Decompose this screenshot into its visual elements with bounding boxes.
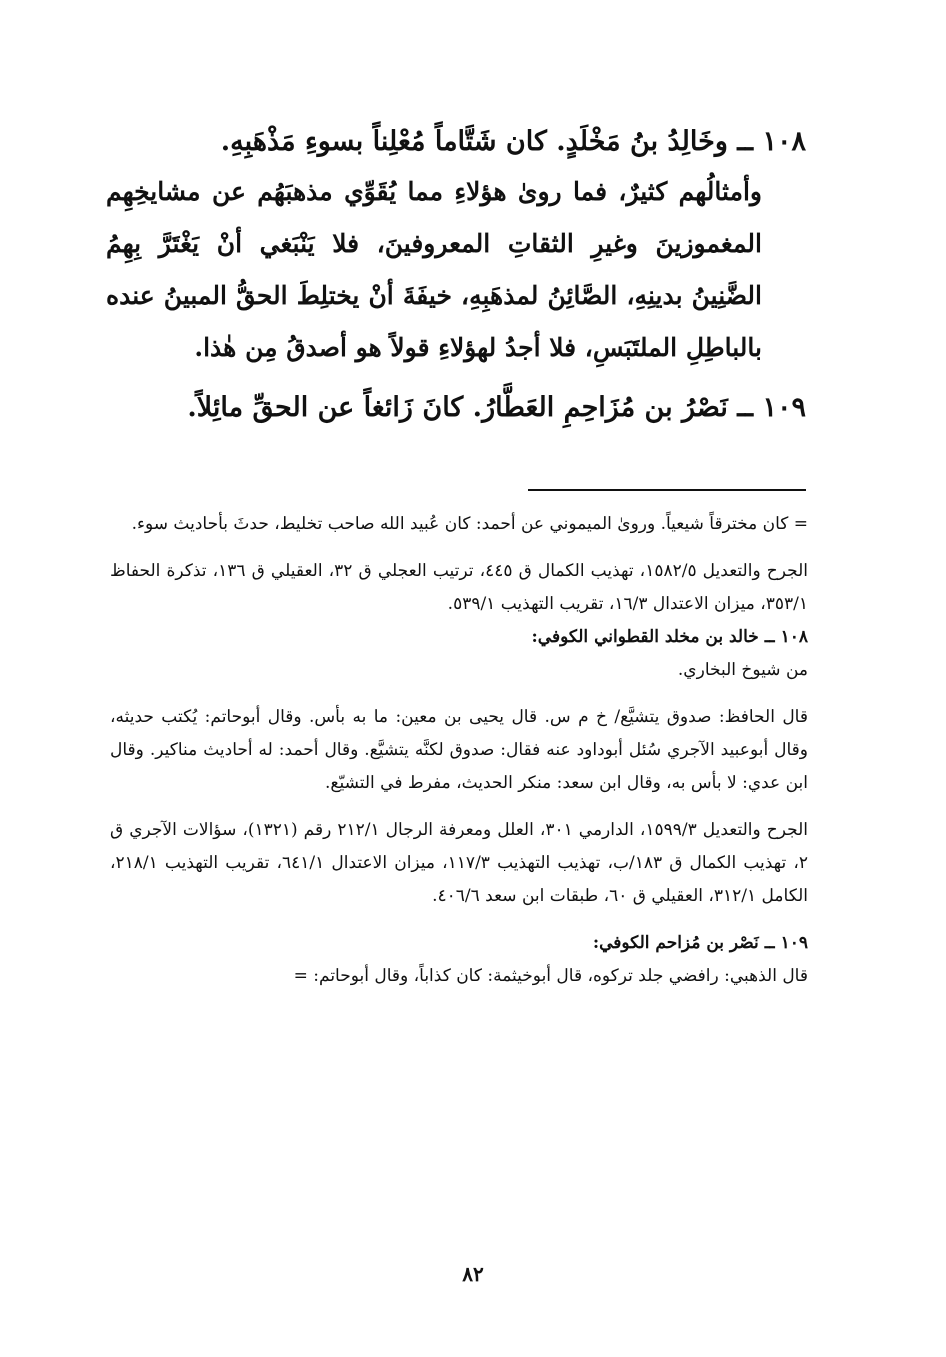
footnote-108-quotes: قال الحافظ: صدوق يتشيَّع/ خ م س. قال يحيى بن معين: ما به بأس. وقال أبوحاتم: يُكتب حديثه، وقال أبوعبيد الآجري سُئل أبوداود عنه فقال: صدوق لكنَّه يتشيَّع. وقال أحمد: له أحاديث مناكير. وقال ابن عدي: لا بأس به، وقال ابن سعد: منكر الحديث، مفرط في التشيّع. <box>110 707 808 793</box>
footnote-109-line: قال الذهبي: رافضي جلد تركوه، قال أبوخيثمة: كان كذاباً، وقال أبوحاتم: = <box>293 966 808 986</box>
footnote-108-sources: الجرح والتعديل ١٥٩٩/٣، الدارمي ٣٠١، العلل ومعرفة الرجال ٢١٢/١ رقم (١٣٢١)، سؤالات الآجري ق ٢، تهذيب الكمال ق ١٨٣/ب، تهذيب التهذيب ١١٧/٣، ميزان الاعتدال ٦٤١/١، تقريب التهذيب ٢١٨/١، الكامل ٣١٢/١، العقيلي ق ٦٠، طبقات ابن سعد ٤٠٦/٦. <box>110 820 809 906</box>
main-text <box>106 118 806 432</box>
closing-paragraph: وأمثالُهم كثيرٌ، فما روىٰ هؤلاءِ مما يُقَوِّي مذهبَهُم عن مشايخِهِم المغموزينَ وغيرِ الثقاتِ المعروفينَ، فلا يَنْبَغي أنْ يَغْتَرَّ بِهِمُ الضَّنِينُ بدينِهِ، الصَّائِنُ لمذهَبِهِ، خيفَةَ أنْ يختلِطَ الحقُّ المبينُ عنده بالباطِلِ الملتَبَسِ، فلا أجدُ لهؤلاءِ قولاً هو أصدقُ مِن هٰذا. <box>106 177 762 362</box>
entry-108-heading: ١٠٨ ــ وخَالِدُ بنُ مَخْلَدٍ. كان شَتَّاماً مُعْلِناً بسوءِ مَذْهَبِهِ. <box>220 126 806 157</box>
footnote-divider <box>528 489 806 491</box>
footnote-sources-107: الجرح والتعديل ١٥٨٢/٥، تهذيب الكمال ق ٤٤٥، ترتيب العجلي ق ٣٢، العقيلي ق ١٣٦، تذكرة الحفاظ ٣٥٣/١، ميزان الاعتدال ١٦/٣، تقريب التهذيب ٥٣٩/١. <box>110 561 808 614</box>
footnote-108-line: من شيوخ البخاري. <box>677 660 808 680</box>
footnote-108-heading: ١٠٨ ــ خالد بن مخلد القطواني الكوفي: <box>531 627 808 647</box>
page-number: ٨٢ <box>462 1262 484 1286</box>
entry-109-heading: ١٠٩ ــ نَصْرُ بن مُزَاحِمِ العَطَّارُ. كانَ زَائغاً عن الحقِّ مائِلاً. <box>187 392 806 423</box>
footnotes <box>110 508 808 993</box>
footnote-continuation: = كان مخترقاً شيعياً. وروىٰ الميموني عن أحمد: كان عُبيد الله صاحب تخليط، حدثَ بأحاديث سوء. <box>131 514 808 534</box>
footnote-109-heading: ١٠٩ ــ نَصْر بن مُزاحم الكوفي: <box>592 933 808 953</box>
